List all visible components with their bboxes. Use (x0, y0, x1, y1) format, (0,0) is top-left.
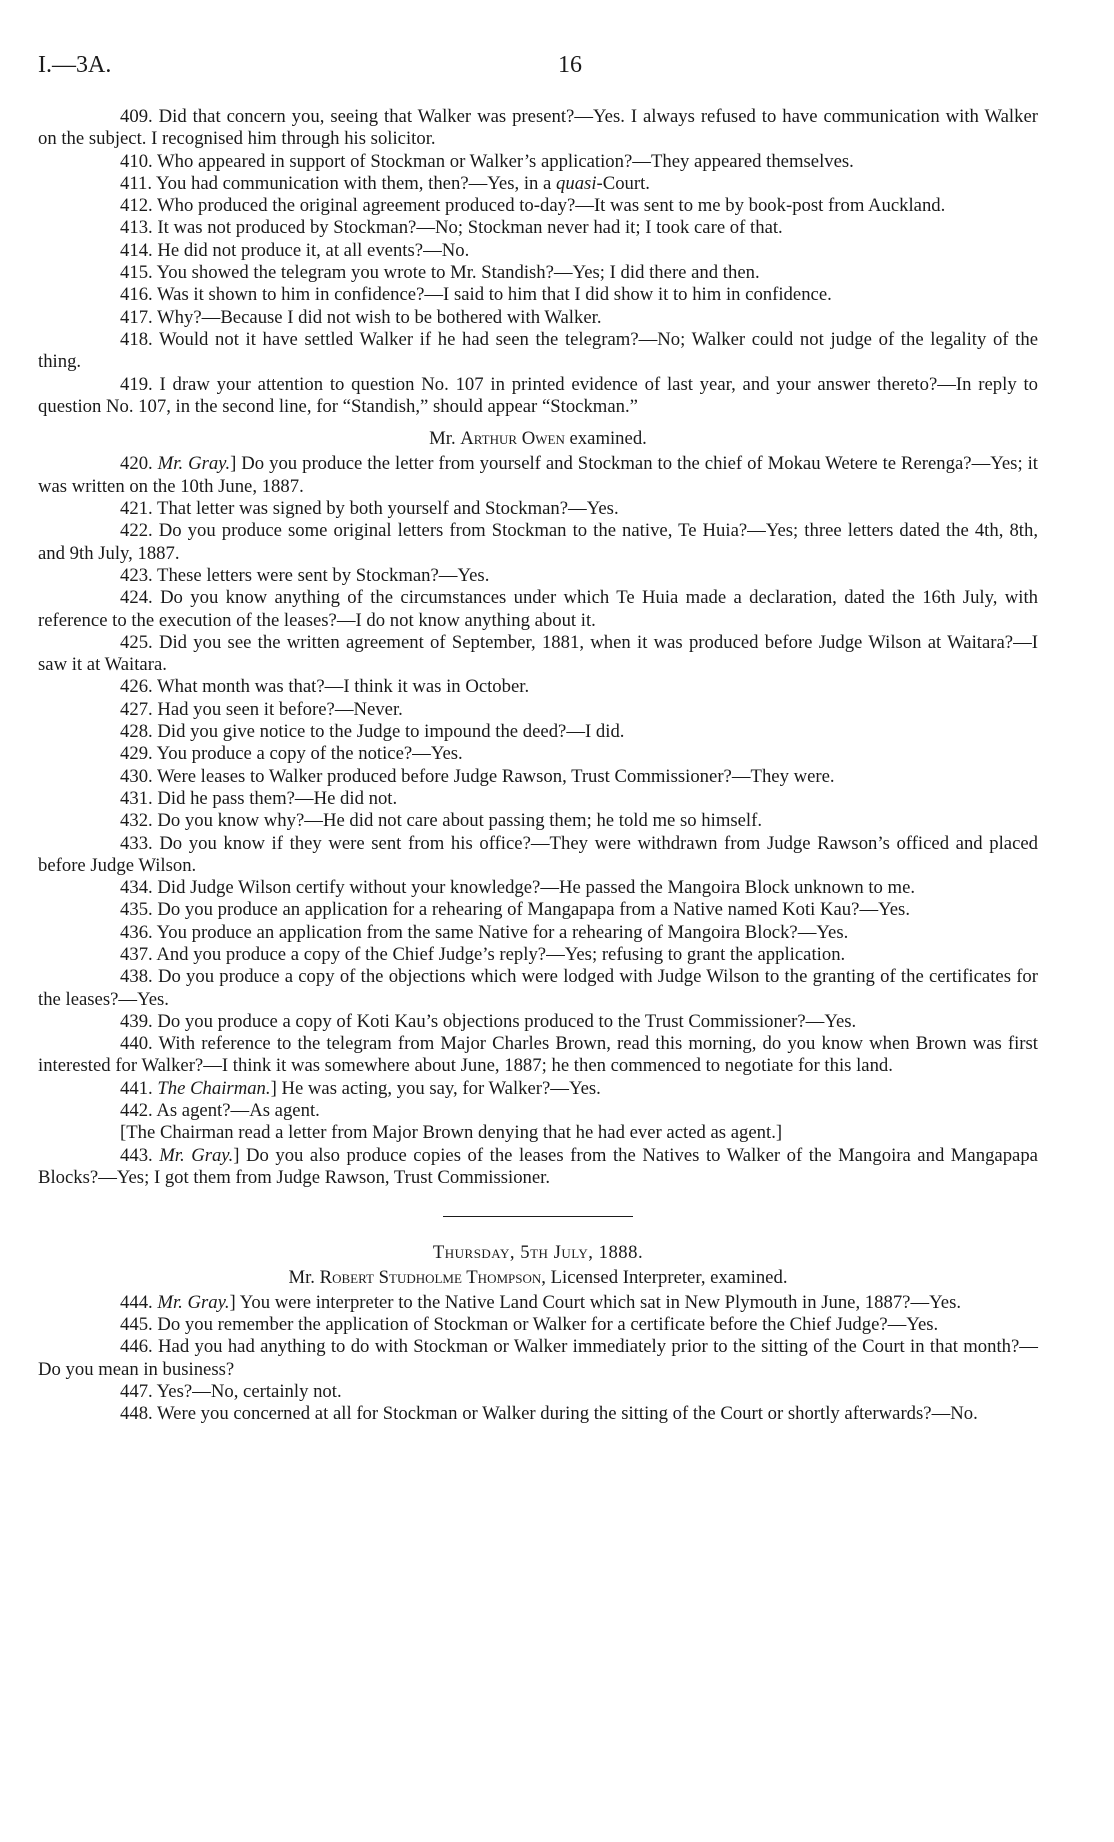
question-paragraph: 411. You had communication with them, then?—Yes, in a quasi-Court. (120, 172, 650, 194)
question-paragraph: 447. Yes?—No, certainly not. (120, 1381, 342, 1403)
question-paragraph: 434. Did Judge Wilson certify without your knowledge?—He passed the Mangoira Block unknown to me. (120, 877, 916, 899)
question-paragraph: 421. That letter was signed by both yourself and Stockman?—Yes. (120, 498, 619, 520)
page-number: 16 (558, 52, 582, 78)
question-paragraph: 426. What month was that?—I think it was in October. (120, 676, 530, 698)
evidence-section-3 (38, 1292, 1038, 1426)
question-paragraph: 436. You produce an application from the same Native for a rehearing of Mangoira Block?—Yes. (120, 921, 849, 943)
question-paragraph: 431. Did he pass them?—He did not. (120, 787, 398, 809)
question-paragraph: 444. Mr. Gray.] You were interpreter to the Native Land Court which sat in New Plymouth in June, 1887?—Yes. (120, 1291, 962, 1313)
question-paragraph: 435. Do you produce an application for a rehearing of Mangapapa from a Native named Koti Kau?—Yes. (120, 899, 910, 921)
question-paragraph: 433. Do you know if they were sent from his office?—They were withdrawn from Judge Rawson’s officed and placed before Judge Wilson. (38, 832, 1038, 876)
question-paragraph: 425. Did you see the written agreement of September, 1881, when it was produced before Judge Wilson at Waitara?—I saw it at Waitara. (38, 631, 1038, 676)
question-paragraph: 413. It was not produced by Stockman?—No; Stockman never had it; I took care of that. (120, 217, 783, 239)
question-paragraph: 419. I draw your attention to question No. 107 in printed evidence of last year, and your answer thereto?—In reply to question No. 107, in the second line, for “Standish,” should appear “Stockman.” (38, 373, 1038, 417)
question-paragraph: 416. Was it shown to him in confidence?—I said to him that I did show it to him in confidence. (120, 284, 832, 306)
question-paragraph: 439. Do you produce a copy of Koti Kau’s objections produced to the Trust Commissioner?—Yes. (120, 1010, 857, 1032)
question-paragraph: 417. Why?—Because I did not wish to be bothered with Walker. (120, 306, 602, 328)
question-paragraph: 420. Mr. Gray.] Do you produce the letter from yourself and Stockman to the chief of Mokau Wetere te Rerenga?—Yes; it was written on the 10th June, 1887. (38, 453, 1038, 497)
question-paragraph: 410. Who appeared in support of Stockman or Walker’s application?—They appeared themselves. (120, 150, 854, 172)
question-paragraph: 412. Who produced the original agreement produced to-day?—It was sent to me by book-post from Auckland. (120, 195, 946, 217)
question-paragraph: 415. You showed the telegram you wrote to Mr. Standish?—Yes; I did there and then. (120, 262, 760, 284)
question-paragraph: 440. With reference to the telegram from Major Charles Brown, read this morning, do you know when Brown was first interested for Walker?—I think it was somewhere about June, 1887; he then commenced to negotiate for this land. (38, 1033, 1038, 1077)
question-paragraph: 414. He did not produce it, at all events?—No. (120, 239, 470, 261)
question-paragraph: 409. Did that concern you, seeing that Walker was present?—Yes. I always refused to have communication with Walker on the subject. I recognised him through his solicitor. (38, 106, 1038, 150)
question-paragraph: 448. Were you concerned at all for Stockman or Walker during the sitting of the Court or shortly afterwards?—No. (120, 1403, 978, 1425)
question-paragraph: 432. Do you know why?—He did not care about passing them; he told me so himself. (120, 810, 763, 832)
question-paragraph: 437. And you produce a copy of the Chief Judge’s reply?—Yes; refusing to grant the application. (120, 943, 846, 965)
question-paragraph: 422. Do you produce some original letters from Stockman to the native, Te Huia?—Yes; three letters dated the 4th, 8th, and 9th July, 1887. (38, 520, 1038, 564)
question-paragraph: 423. These letters were sent by Stockman?—Yes. (120, 564, 490, 586)
document-body (38, 106, 1038, 1426)
question-paragraph: [The Chairman read a letter from Major Brown denying that he had ever acted as agent.] (120, 1122, 783, 1144)
question-paragraph: 446. Had you had anything to do with Stockman or Walker immediately prior to the sitting of the Court in that month?—Do you mean in business? (38, 1336, 1038, 1380)
question-paragraph: 438. Do you produce a copy of the objections which were lodged with Judge Wilson to the granting of the certificates for the leases?—Yes. (38, 966, 1038, 1010)
date-heading: Thursday, 5th July, 1888. (432, 1242, 644, 1264)
question-paragraph: 429. You produce a copy of the notice?—Yes. (120, 743, 463, 765)
question-paragraph: 445. Do you remember the application of Stockman or Walker for a certificate before the Chief Judge?—Yes. (120, 1314, 939, 1336)
evidence-section-1 (38, 106, 1038, 418)
witness-heading-owen: Mr. Arthur Owen examined. (429, 428, 647, 450)
section-divider (443, 1216, 633, 1217)
parliamentary-paper-code: I.—3A. (38, 52, 112, 78)
question-paragraph: 418. Would not it have settled Walker if he had seen the telegram?—No; Walker could not judge of the legality of the thing. (38, 328, 1038, 373)
question-paragraph: 441. The Chairman.] He was acting, you say, for Walker?—Yes. (120, 1077, 601, 1099)
question-paragraph: 428. Did you give notice to the Judge to impound the deed?—I did. (120, 721, 625, 743)
witness-heading-thompson: Mr. Robert Studholme Thompson, Licensed Interpreter, examined. (288, 1266, 788, 1288)
question-paragraph: 424. Do you know anything of the circumstances under which Te Huia made a declaration, dated the 16th July, with reference to the execution of the leases?—I do not know anything about it. (38, 587, 1038, 631)
evidence-section-2 (38, 453, 1038, 1189)
question-paragraph: 443. Mr. Gray.] Do you also produce copies of the leases from the Natives to Walker of the Mangoira and Mangapapa Blocks?—Yes; I got them from Judge Rawson, Trust Commissioner. (38, 1144, 1038, 1188)
question-paragraph: 427. Had you seen it before?—Never. (120, 698, 403, 720)
page-header (38, 52, 1038, 84)
question-paragraph: 442. As agent?—As agent. (120, 1100, 320, 1122)
question-paragraph: 430. Were leases to Walker produced before Judge Rawson, Trust Commissioner?—They were. (120, 765, 835, 787)
